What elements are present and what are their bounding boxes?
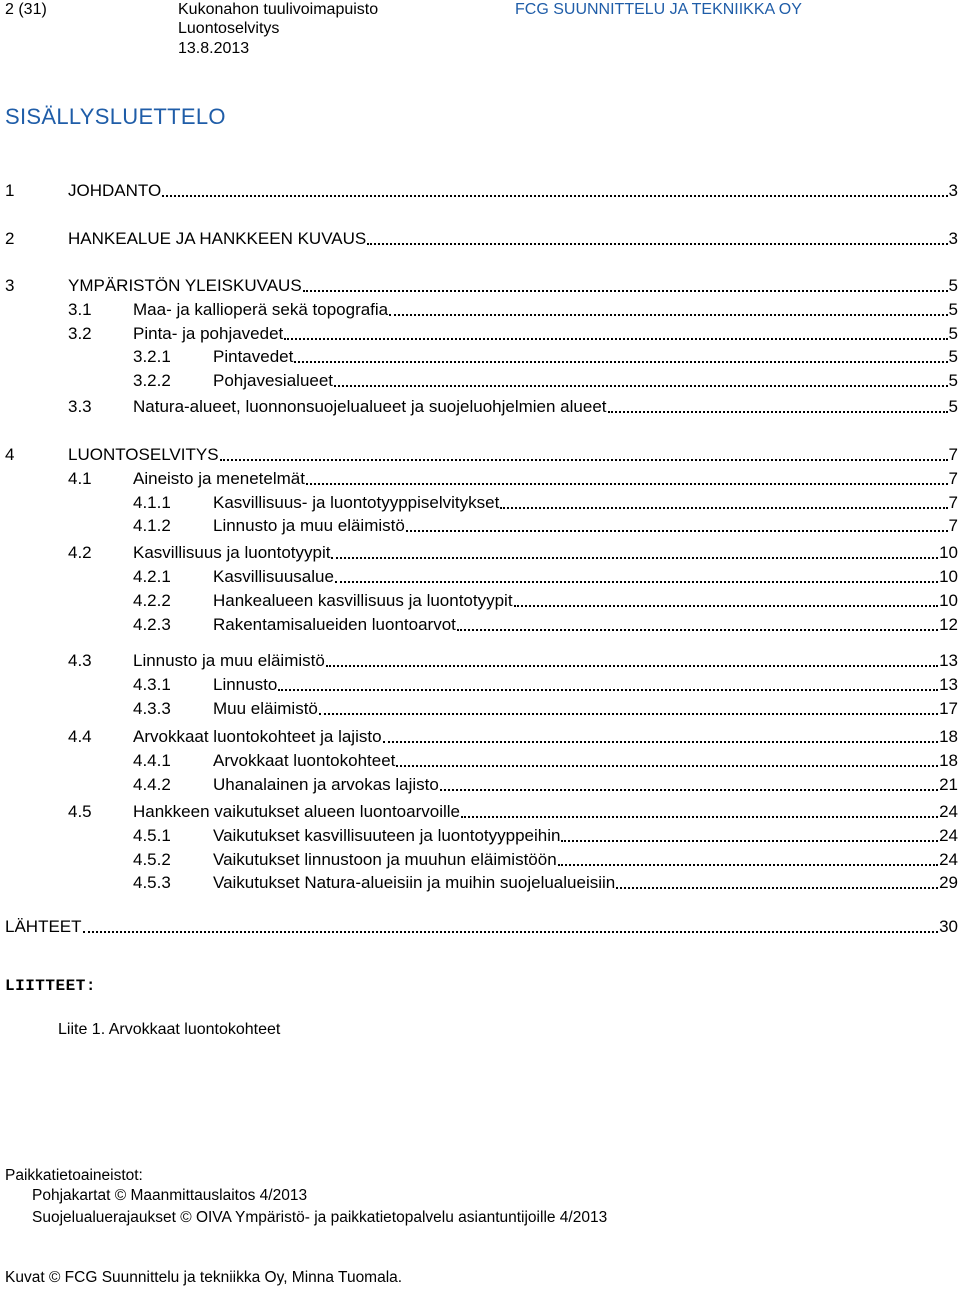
toc-entry-number: 3.2.1 xyxy=(133,347,171,366)
toc-entry-number: 4.2.2 xyxy=(133,591,171,610)
toc-entry-title: Linnusto xyxy=(213,675,278,694)
toc-entry-title: Vaikutukset linnustoon ja muuhun eläimistöön xyxy=(213,850,557,869)
toc-entry-title: Kasvillisuus- ja luontotyyppiselvitykset xyxy=(213,493,500,512)
toc-entry-number: 4.4.2 xyxy=(133,775,171,794)
toc-entry-title: Natura-alueet, luonnonsuojelualueet ja suojeluohjelmien alueet xyxy=(133,397,607,416)
source-line: Suojelualuerajaukset © OIVA Ympäristö- ja paikkatietopalvelu asiantuntijoille 4/2013 xyxy=(32,1209,608,1226)
toc-entry[interactable] xyxy=(133,775,958,795)
toc-leader-dots xyxy=(294,361,947,363)
photo-credit: Kuvat © FCG Suunnittelu ja tekniikka Oy, Minna Tuomala. xyxy=(5,1269,403,1286)
toc-entry[interactable] xyxy=(68,469,958,489)
toc-entry-number: 3.3 xyxy=(68,397,92,416)
toc-entry-title: Vaikutukset kasvillisuuteen ja luontotyyppeihin xyxy=(213,826,561,845)
toc-entry-title: Linnusto ja muu eläimistö xyxy=(133,651,325,670)
toc-leader-dots xyxy=(162,195,947,197)
toc-entry-page: 5 xyxy=(948,397,958,416)
toc-leader-dots xyxy=(561,840,938,842)
toc-entry-page: 13 xyxy=(939,651,958,670)
toc-entry-title: Hankealueen kasvillisuus ja luontotyypit xyxy=(213,591,513,610)
toc-entry-page: 7 xyxy=(948,445,958,464)
toc-entry[interactable] xyxy=(133,516,958,536)
toc-entry-page: 24 xyxy=(939,826,958,845)
toc-entry[interactable] xyxy=(133,850,958,870)
toc-entry-page: 24 xyxy=(939,850,958,869)
toc-entry[interactable] xyxy=(133,567,958,587)
toc-entry-number: 4.1.1 xyxy=(133,493,171,512)
toc-entry-number: 4.5.3 xyxy=(133,873,171,892)
toc-entry-title: Uhanalainen ja arvokas lajisto xyxy=(213,775,439,794)
toc-entry-title: Aineisto ja menetelmät xyxy=(133,469,305,488)
toc-leader-dots xyxy=(440,789,938,791)
toc-entry-page: 10 xyxy=(939,591,958,610)
toc-entry-page: 5 xyxy=(948,276,958,295)
toc-entry-page: 7 xyxy=(948,469,958,488)
company-name: FCG SUUNNITTELU JA TEKNIIKKA OY xyxy=(515,1,802,18)
toc-entry-number: 4.2.1 xyxy=(133,567,171,586)
toc-entry-number: 3 xyxy=(5,276,15,295)
project-name: Kukonahon tuulivoimapuisto xyxy=(178,1,379,18)
toc-leader-dots xyxy=(220,459,948,461)
toc-entry-page: 13 xyxy=(939,675,958,694)
toc-entry-title: Arvokkaat luontokohteet ja lajisto xyxy=(133,727,382,746)
toc-title: SISÄLLYSLUETTELO xyxy=(5,104,226,129)
toc-entry-title: Pinta- ja pohjavedet xyxy=(133,324,284,343)
toc-entry-number: 4.4.1 xyxy=(133,751,171,770)
toc-entry[interactable] xyxy=(133,371,958,391)
source-line: Pohjakartat © Maanmittauslaitos 4/2013 xyxy=(32,1187,308,1204)
toc-entry[interactable] xyxy=(68,397,958,417)
toc-entry[interactable] xyxy=(133,699,958,719)
toc-entry-title: Maa- ja kallioperä sekä topografia xyxy=(133,300,389,319)
toc-entry[interactable] xyxy=(5,276,958,296)
toc-entry-page: 5 xyxy=(948,324,958,343)
toc-entry-page: 17 xyxy=(939,699,958,718)
toc-entry-title: JOHDANTO xyxy=(68,181,162,200)
appendix-item: Liite 1. Arvokkaat luontokohteet xyxy=(58,1021,281,1038)
toc-entry[interactable] xyxy=(5,445,958,465)
toc-entry-title: HANKEALUE JA HANKKEEN KUVAUS xyxy=(68,229,367,248)
toc-entry[interactable] xyxy=(133,675,958,695)
toc-leader-dots xyxy=(306,483,948,485)
toc-leader-dots xyxy=(278,689,938,691)
toc-leader-dots xyxy=(616,887,938,889)
toc-leader-dots xyxy=(396,765,938,767)
toc-entry[interactable] xyxy=(133,615,958,635)
toc-entry[interactable] xyxy=(68,651,958,671)
toc-entry-page: 21 xyxy=(939,775,958,794)
toc-entry[interactable] xyxy=(68,324,958,344)
toc-entry[interactable] xyxy=(133,873,958,893)
toc-entry-page: 5 xyxy=(948,347,958,366)
toc-entry-number: 4.5.1 xyxy=(133,826,171,845)
toc-entry-page: 24 xyxy=(939,802,958,821)
toc-entry-page: 10 xyxy=(939,543,958,562)
toc-entry[interactable] xyxy=(5,181,958,201)
toc-entry-title: Kasvillisuus ja luontotyypit xyxy=(133,543,331,562)
toc-entry-page: 18 xyxy=(939,751,958,770)
toc-entry[interactable] xyxy=(133,493,958,513)
toc-entry-title: Pintavedet xyxy=(213,347,294,366)
toc-entry-title: LUONTOSELVITYS xyxy=(68,445,219,464)
toc-entry-number: 3.2 xyxy=(68,324,92,343)
toc-leader-dots xyxy=(406,530,948,532)
toc-entry-page: 7 xyxy=(948,516,958,535)
toc-leader-dots xyxy=(83,931,939,933)
toc-entry-title: Rakentamisalueiden luontoarvot xyxy=(213,615,456,634)
document-type: Luontoselvitys xyxy=(178,20,280,37)
toc-entry-number: 4.5 xyxy=(68,802,92,821)
toc-entry-number: 4.2.3 xyxy=(133,615,171,634)
toc-entry[interactable] xyxy=(133,826,958,846)
toc-leader-dots xyxy=(284,338,947,340)
toc-entry-number: 4.1 xyxy=(68,469,92,488)
toc-entry-number: 4.3 xyxy=(68,651,92,670)
toc-leader-dots xyxy=(334,385,948,387)
toc-leader-dots xyxy=(319,713,938,715)
toc-entry[interactable] xyxy=(5,917,958,937)
toc-leader-dots xyxy=(326,665,938,667)
toc-entry-title: Vaikutukset Natura-alueisiin ja muihin suojelualueisiin xyxy=(213,873,616,892)
toc-entry-title: YMPÄRISTÖN YLEISKUVAUS xyxy=(68,276,302,295)
toc-leader-dots xyxy=(383,741,939,743)
toc-leader-dots xyxy=(335,581,938,583)
appendices-heading: LIITTEET: xyxy=(5,977,96,995)
toc-entry-number: 4.4 xyxy=(68,727,92,746)
toc-entry[interactable] xyxy=(68,727,958,747)
toc-entry-page: 3 xyxy=(948,229,958,248)
toc-leader-dots xyxy=(331,557,938,559)
toc-entry-title: LÄHTEET xyxy=(5,917,82,936)
toc-leader-dots xyxy=(303,290,948,292)
toc-entry-title: Kasvillisuusalue xyxy=(213,567,334,586)
toc-entry-number: 4.3.1 xyxy=(133,675,171,694)
page-number: 2 (31) xyxy=(5,1,47,18)
toc-entry-page: 5 xyxy=(948,371,958,390)
toc-entry-page: 30 xyxy=(939,917,958,936)
toc-entry[interactable] xyxy=(133,591,958,611)
toc-entry[interactable] xyxy=(133,751,958,771)
toc-entry-number: 4.1.2 xyxy=(133,516,171,535)
toc-leader-dots xyxy=(514,605,939,607)
toc-leader-dots xyxy=(461,816,938,818)
toc-entry-number: 2 xyxy=(5,229,15,248)
toc-entry[interactable] xyxy=(68,802,958,822)
toc-entry-page: 7 xyxy=(948,493,958,512)
toc-entry-title: Linnusto ja muu eläimistö xyxy=(213,516,405,535)
toc-entry-number: 3.1 xyxy=(68,300,92,319)
toc-entry-number: 4.3.3 xyxy=(133,699,171,718)
toc-entry-page: 3 xyxy=(948,181,958,200)
toc-entry[interactable] xyxy=(68,543,958,563)
sources-heading: Paikkatietoaineistot: xyxy=(5,1167,143,1184)
toc-entry-number: 4.5.2 xyxy=(133,850,171,869)
toc-entry-title: Hankkeen vaikutukset alueen luontoarvoille xyxy=(133,802,460,821)
toc-entry[interactable] xyxy=(5,229,958,249)
toc-entry[interactable] xyxy=(68,300,958,320)
toc-leader-dots xyxy=(457,629,938,631)
toc-entry-title: Muu eläimistö xyxy=(213,699,318,718)
toc-entry-title: Arvokkaat luontokohteet xyxy=(213,751,396,770)
document-date: 13.8.2013 xyxy=(178,40,250,57)
toc-leader-dots xyxy=(389,314,947,316)
toc-entry-page: 5 xyxy=(948,300,958,319)
toc-entry-page: 18 xyxy=(939,727,958,746)
toc-entry-number: 4 xyxy=(5,445,15,464)
toc-entry-number: 4.2 xyxy=(68,543,92,562)
toc-leader-dots xyxy=(367,243,947,245)
toc-entry-page: 12 xyxy=(939,615,958,634)
toc-leader-dots xyxy=(608,411,948,413)
toc-entry-page: 10 xyxy=(939,567,958,586)
toc-entry[interactable] xyxy=(133,347,958,367)
toc-leader-dots xyxy=(500,507,947,509)
toc-entry-number: 1 xyxy=(5,181,15,200)
toc-entry-title: Pohjavesialueet xyxy=(213,371,334,390)
toc-entry-number: 3.2.2 xyxy=(133,371,171,390)
toc-entry-page: 29 xyxy=(939,873,958,892)
toc-leader-dots xyxy=(558,864,938,866)
